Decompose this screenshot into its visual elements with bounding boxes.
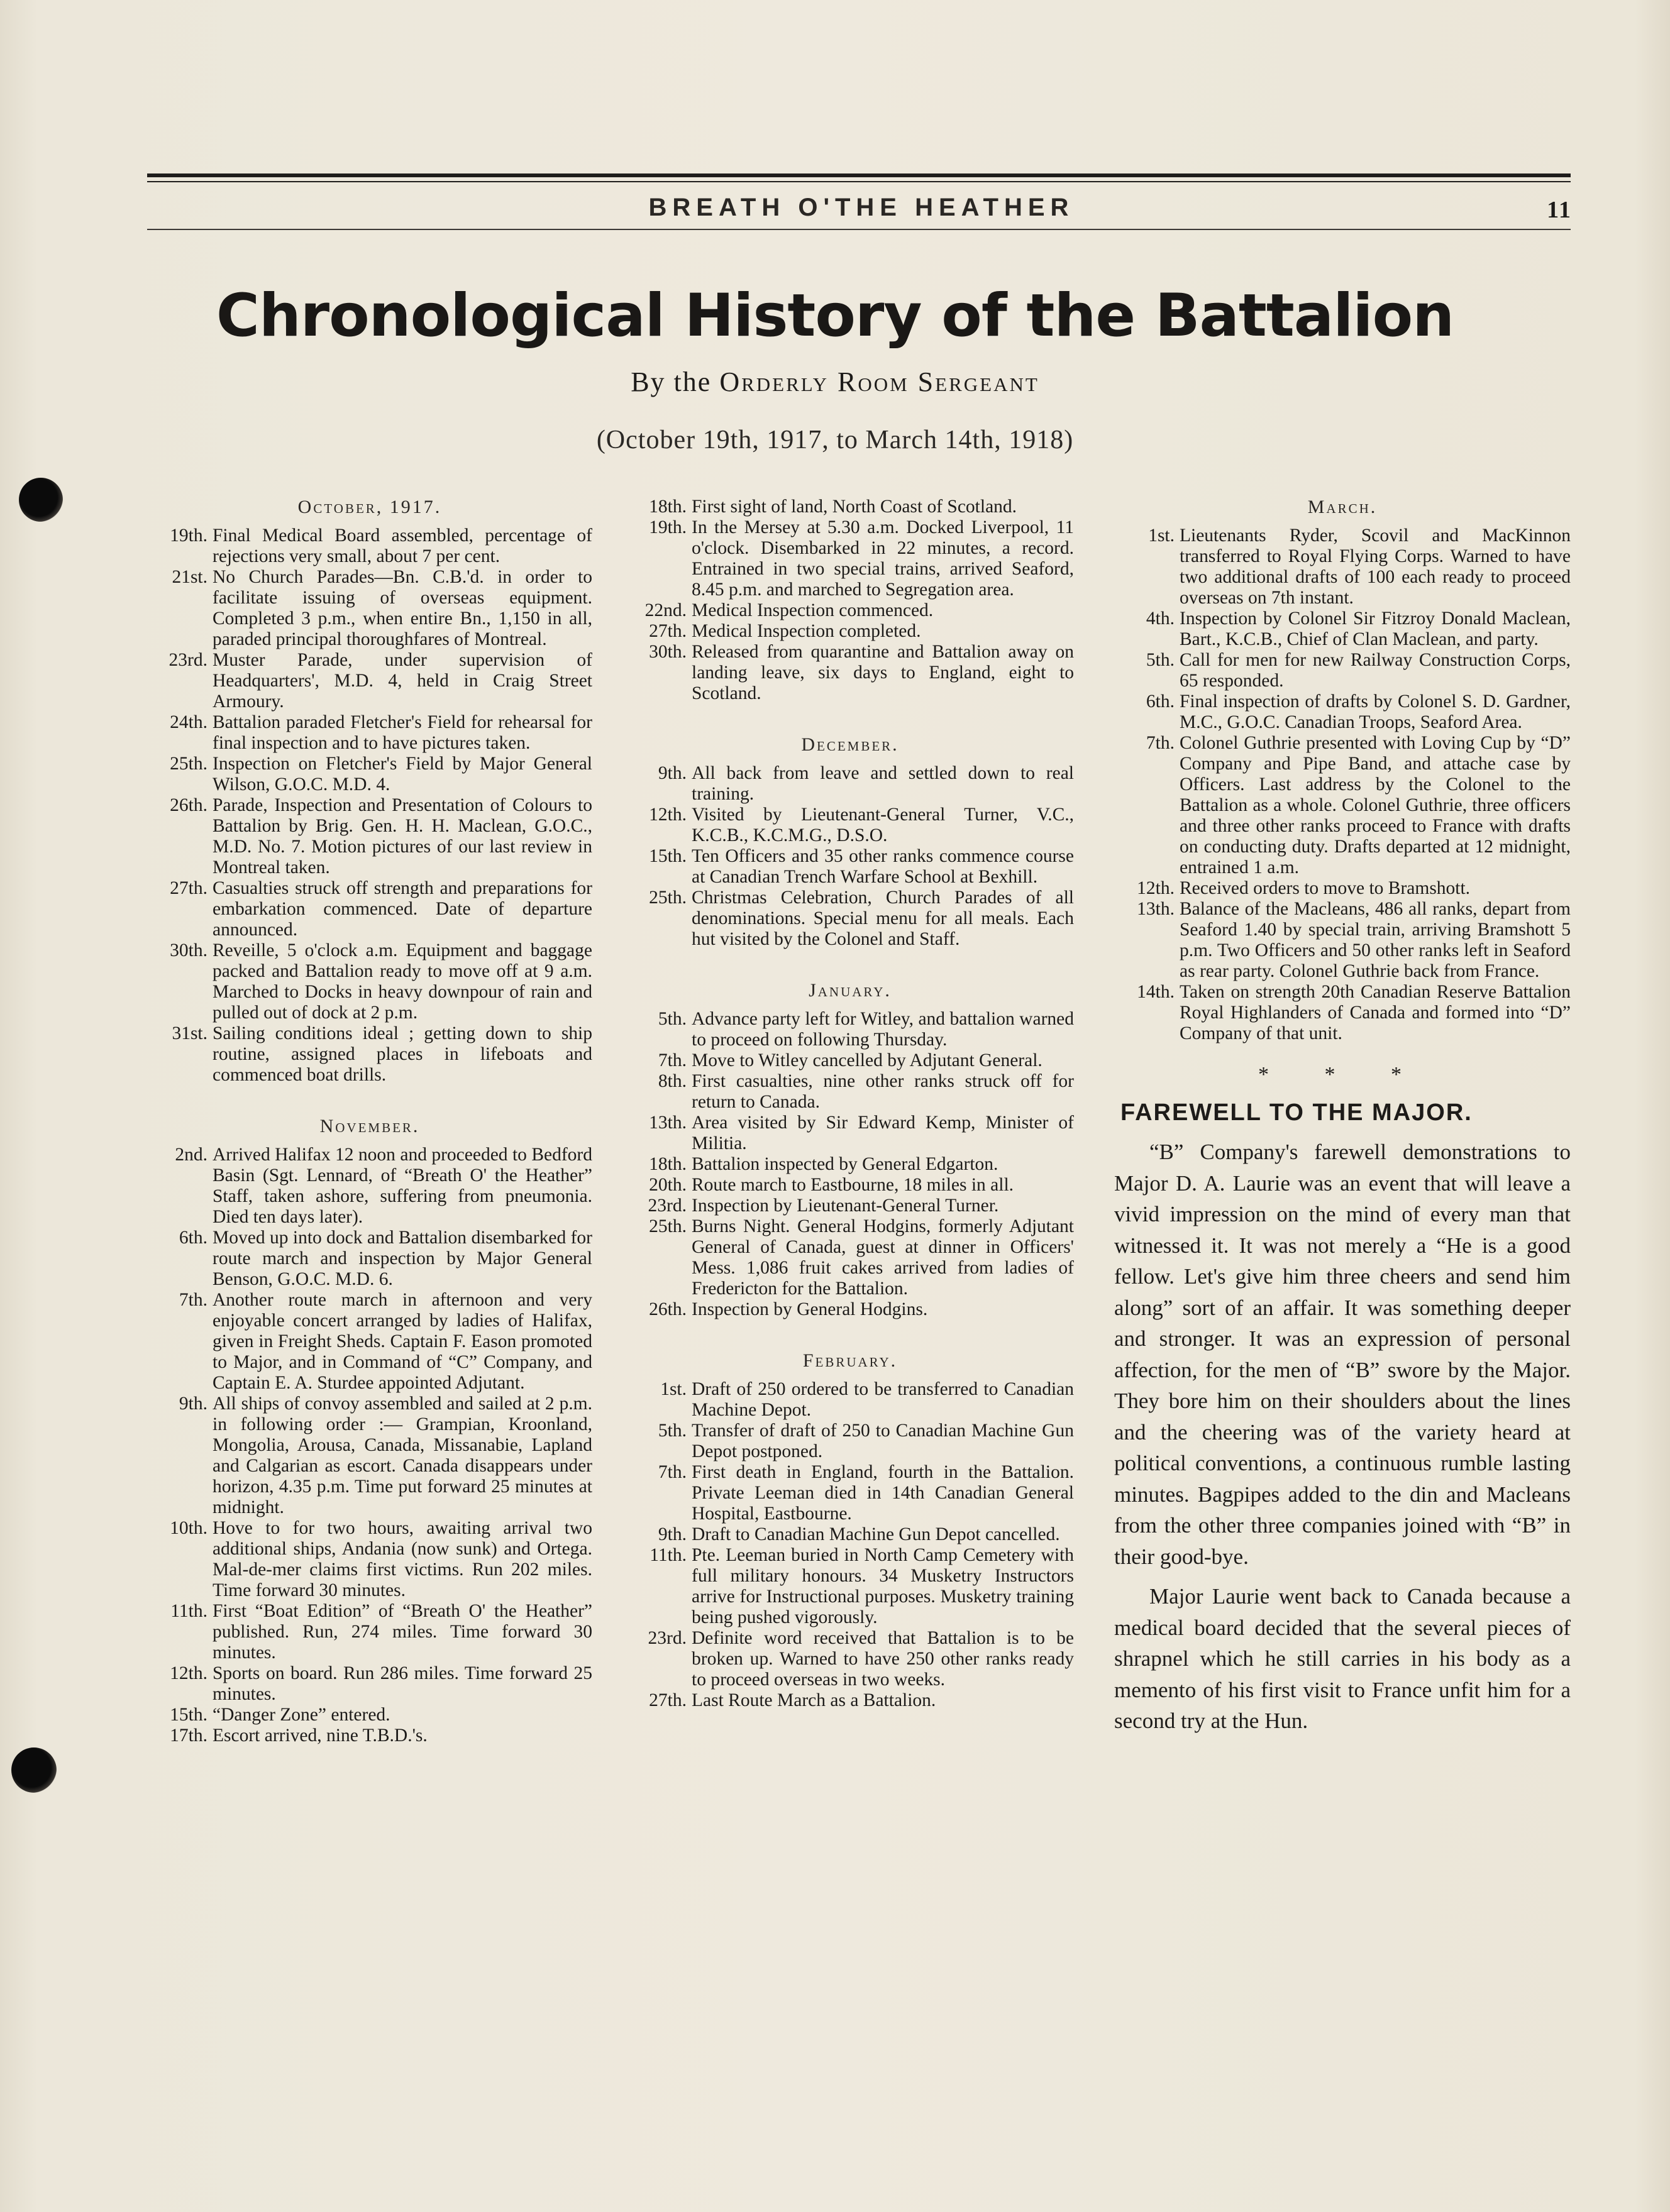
- header-rule: [147, 229, 1571, 230]
- list-item: [626, 888, 1074, 950]
- entry-text: First death in England, fourth in the Battalion. Private Leeman died in 14th Canadian General Hospital, Eastbourne.: [692, 1462, 1074, 1524]
- entry-text: Final Medical Board assembled, percentage of rejections very small, about 7 per cent.: [213, 525, 592, 566]
- entry-text: Christmas Celebration, Church Parades of all denominations. Special menu for all meals. Each hut visited by the Colonel and Staff.: [692, 888, 1074, 949]
- list-item: [147, 712, 592, 754]
- article-title: Chronological History of the Battalion: [216, 282, 1454, 350]
- list-item: [626, 1690, 1074, 1711]
- list-item: [626, 1524, 1074, 1545]
- entry-text: First sight of land, North Coast of Scotland.: [692, 497, 1017, 517]
- list-item: [147, 650, 592, 712]
- entry-day: 23rd.: [169, 650, 207, 670]
- entry-text: Draft of 250 ordered to be transferred to Canadian Machine Depot.: [692, 1379, 1074, 1420]
- entry-day: 27th.: [170, 878, 207, 898]
- list-item: [147, 878, 592, 940]
- list-item: [1114, 982, 1571, 1044]
- entry-day: 23rd.: [648, 1196, 687, 1216]
- header-rule: [147, 181, 1571, 182]
- entry-day: 26th.: [170, 795, 207, 815]
- list-item: [626, 600, 1074, 621]
- entry-text: Inspection by Colonel Sir Fitzroy Donald Maclean, Bart., K.C.B., Chief of Clan Maclean, and party.: [1180, 608, 1571, 649]
- byline: [0, 366, 1670, 398]
- list-item: [147, 567, 592, 650]
- section-separator: * * *: [1258, 1063, 1427, 1086]
- entry-day: 31st.: [172, 1023, 207, 1043]
- entry-day: 30th.: [649, 642, 687, 662]
- list-item: [626, 517, 1074, 600]
- list-item: [626, 1196, 1074, 1216]
- list-item: [147, 754, 592, 795]
- byline-prefix: By the: [631, 366, 712, 397]
- entry-text: Colonel Guthrie presented with Loving Cup by “D” Company and Pipe Band, and attache case by Officers. Last address by the Colonel to the Battalion as a whole. Colonel Guthrie, three officers and three other ranks proceed to France with drafts on conducting duty. Drafts departed at 12 midnight, entrained 1 a.m.: [1180, 733, 1571, 878]
- byline-author: Orderly Room Sergeant: [719, 366, 1039, 397]
- binding-hole: [19, 478, 63, 522]
- entry-text: Draft to Canadian Machine Gun Depot cancelled.: [692, 1524, 1060, 1544]
- entry-text: All back from leave and settled down to real training.: [692, 763, 1074, 804]
- list-item: [1114, 525, 1571, 608]
- list-item: [147, 1601, 592, 1663]
- list-item: [626, 1175, 1074, 1196]
- entry-text: In the Mersey at 5.30 a.m. Docked Liverpool, 11 o'clock. Disembarked in 22 minutes, a record. Entrained in two special trains, arrived Seaford, 8.45 p.m. and marched to Segregation area.: [692, 517, 1074, 600]
- entry-text: Battalion inspected by General Edgarton.: [692, 1154, 998, 1174]
- entry-day: 17th.: [170, 1725, 207, 1746]
- entry-day: 27th.: [649, 621, 687, 641]
- list-item: [626, 497, 1074, 517]
- entry-day: 27th.: [649, 1690, 687, 1710]
- entry-text: Arrived Halifax 12 noon and proceeded to Bedford Basin (Sgt. Lennard, of “Breath O' the Heather” Staff, taken ashore, suffering from pneumonia. Died ten days later).: [213, 1145, 592, 1227]
- list-item: [626, 621, 1074, 642]
- entry-day: 11th.: [170, 1601, 207, 1621]
- list-item: [626, 805, 1074, 846]
- list-item: [1114, 878, 1571, 899]
- entry-day: 9th.: [658, 1524, 687, 1544]
- entry-text: First casualties, nine other ranks struck off for return to Canada.: [692, 1071, 1074, 1112]
- month-heading: February.: [802, 1350, 898, 1371]
- list-item: [147, 1023, 592, 1086]
- entry-text: Taken on strength 20th Canadian Reserve Battalion Royal Highlanders of Canada and formed into “D” Company of that unit.: [1180, 982, 1571, 1043]
- entry-text: Another route march in afternoon and very enjoyable concert arranged by ladies of Halifax, given in Freight Sheds. Captain F. Eason promoted to Major, and in Command of “C” Company, and Captain E. A. Sturdee appointed Adjutant.: [213, 1290, 592, 1393]
- list-item: [626, 1154, 1074, 1175]
- entry-text: Inspection by General Hodgins.: [692, 1299, 928, 1319]
- entry-text: Parade, Inspection and Presentation of Colours to Battalion by Brig. Gen. H. H. Maclean, G.O.C., M.D. No. 7. Motion pictures of our last review in Montreal taken.: [213, 795, 592, 878]
- entry-day: 9th.: [658, 763, 687, 783]
- entry-day: 19th.: [170, 525, 207, 546]
- column-3: [1114, 497, 1571, 1746]
- list-item: [626, 1009, 1074, 1050]
- farewell-paragraph: Major Laurie went back to Canada because a medical board decided that the several pieces of shrapnel which he still carries in his body as a memento of his first visit to France unfit him for a second try at the Hun.: [1114, 1584, 1571, 1733]
- entry-day: 21st.: [172, 567, 207, 587]
- entry-day: 8th.: [658, 1071, 687, 1091]
- entry-text: Move to Witley cancelled by Adjutant General.: [692, 1050, 1042, 1070]
- month-heading: January.: [809, 980, 892, 1001]
- entry-text: Moved up into dock and Battalion disembarked for route march and inspection by Major General Benson, G.O.C. M.D. 6.: [213, 1228, 592, 1289]
- entry-day: 12th.: [170, 1663, 207, 1683]
- list-item: [147, 795, 592, 878]
- entry-day: 14th.: [1137, 982, 1175, 1002]
- entry-text: All ships of convoy assembled and sailed at 2 p.m. in following order :— Grampian, Kroonland, Mongolia, Arousa, Canada, Missanabie, Lapland and Calgarian as escort. Canada disappears under horizon, 4.35 p.m. Time put forward 25 minutes at midnight.: [213, 1394, 592, 1517]
- entry-text: Inspection by Lieutenant-General Turner.: [692, 1196, 999, 1216]
- entry-text: “Danger Zone” entered.: [213, 1705, 390, 1725]
- entry-day: 13th.: [1137, 899, 1175, 919]
- entry-text: Escort arrived, nine T.B.D.'s.: [213, 1725, 428, 1746]
- list-item: [626, 1379, 1074, 1421]
- entry-text: Area visited by Sir Edward Kemp, Minister of Militia.: [692, 1113, 1074, 1153]
- entry-day: 11th.: [650, 1545, 687, 1565]
- list-item: [626, 1050, 1074, 1071]
- entry-day: 10th.: [170, 1518, 207, 1538]
- entry-text: Pte. Leeman buried in North Camp Cemetery with full military honours. 34 Musketry Instructors arrive for Instructional purposes. Musketry training being pushed vigorously.: [692, 1545, 1074, 1627]
- entry-day: 18th.: [649, 1154, 687, 1174]
- list-item: [626, 642, 1074, 704]
- entry-day: 13th.: [649, 1113, 687, 1133]
- entry-day: 18th.: [649, 497, 687, 517]
- entry-day: 4th.: [1146, 608, 1175, 629]
- list-item: [626, 1628, 1074, 1690]
- list-item: [626, 1071, 1074, 1113]
- month-heading: November.: [319, 1116, 420, 1136]
- list-item: [626, 763, 1074, 805]
- entry-text: Lieutenants Ryder, Scovil and MacKinnon transferred to Royal Flying Corps. Warned to have two additional drafts of 100 each ready to proceed overseas on 7th instant.: [1180, 525, 1571, 608]
- entry-day: 1st.: [1148, 525, 1175, 546]
- entry-text: Received orders to move to Bramshott.: [1180, 878, 1471, 898]
- entry-day: 7th.: [658, 1462, 687, 1482]
- list-item: [626, 846, 1074, 888]
- entry-day: 7th.: [179, 1290, 207, 1310]
- entry-text: Medical Inspection completed.: [692, 621, 921, 641]
- list-item: [147, 1290, 592, 1394]
- entry-text: Sports on board. Run 286 miles. Time forward 25 minutes.: [213, 1663, 592, 1704]
- list-item: [1114, 733, 1571, 878]
- entry-text: Transfer of draft of 250 to Canadian Machine Gun Depot postponed.: [692, 1421, 1074, 1461]
- entry-text: Last Route March as a Battalion.: [692, 1690, 936, 1710]
- entry-text: Medical Inspection commenced.: [692, 600, 934, 620]
- entry-day: 15th.: [649, 846, 687, 866]
- farewell-paragraph: “B” Company's farewell demonstrations to Major D. A. Laurie was an event that will leave a vivid impression on the mind of every man that witnessed it. It was not merely a “He is a good fellow. Let's give him three cheers and send him along” sort of an affair. It was something deeper and stronger. It was an expression of personal affection, for the men of “B” swore by the Major. They bore him on their shoulders about the lines and the cheering was of the variety heard at political conventions, a continuous rumble lasting minutes. Bagpipes added to the din and Macleans from the other three companies joined with “B” in their good-bye.: [1114, 1140, 1571, 1569]
- entry-text: Burns Night. General Hodgins, formerly Adjutant General of Canada, guest at dinner in Officers' Mess. 1,086 fruit cakes arrived from ladies of Fredericton for the Battalion.: [692, 1216, 1074, 1299]
- page-number: 11: [1547, 197, 1572, 223]
- entry-day: 19th.: [649, 517, 687, 537]
- entry-day: 25th.: [170, 754, 207, 774]
- list-item: [626, 1421, 1074, 1462]
- entry-day: 2nd.: [175, 1145, 207, 1165]
- entry-day: 5th.: [1146, 650, 1175, 670]
- list-item: [626, 1299, 1074, 1320]
- entry-text: Visited by Lieutenant-General Turner, V.C., K.C.B., K.C.M.G., D.S.O.: [692, 805, 1074, 845]
- list-item: [1114, 650, 1571, 691]
- entry-day: 22nd.: [644, 600, 687, 620]
- entry-day: 9th.: [179, 1394, 207, 1414]
- column-1: [147, 497, 592, 1746]
- entry-text: Ten Officers and 35 other ranks commence course at Canadian Trench Warfare School at Bexhill.: [692, 846, 1074, 887]
- entry-day: 1st.: [660, 1379, 687, 1399]
- entry-text: Call for men for new Railway Construction Corps, 65 responded.: [1180, 650, 1571, 691]
- list-item: [147, 1394, 592, 1518]
- entry-day: 24th.: [170, 712, 207, 732]
- entry-text: No Church Parades—Bn. C.B.'d. in order to facilitate issuing of overseas equipment. Completed 3 p.m., when entire Bn., 1,150 in all, paraded principal thoroughfares of Montreal.: [213, 567, 592, 649]
- entry-day: 20th.: [649, 1175, 687, 1195]
- list-item: [1114, 899, 1571, 982]
- list-item: [147, 1518, 592, 1601]
- month-heading: March.: [1307, 497, 1378, 517]
- header-rule: [147, 173, 1571, 177]
- month-heading: December.: [801, 734, 899, 755]
- entry-text: Route march to Eastbourne, 18 miles in all.: [692, 1175, 1014, 1195]
- entry-day: 12th.: [649, 805, 687, 825]
- entry-text: Casualties struck off strength and preparations for embarkation commenced. Date of departure announced.: [213, 878, 592, 940]
- entry-day: 7th.: [1146, 733, 1175, 753]
- entry-day: 25th.: [649, 1216, 687, 1236]
- list-item: [147, 525, 592, 567]
- list-item: [1114, 608, 1571, 650]
- entry-text: Balance of the Macleans, 486 all ranks, depart from Seaford 1.40 by special train, arriving Bramshott 5 p.m. Two Officers and 50 other ranks left in Seaford as rear party. Colonel Guthrie back from France.: [1180, 899, 1571, 981]
- entry-day: 12th.: [1137, 878, 1175, 898]
- list-item: [147, 1145, 592, 1228]
- entry-text: Battalion paraded Fletcher's Field for rehearsal for final inspection and to have pictures taken.: [213, 712, 592, 753]
- entry-day: 5th.: [658, 1009, 687, 1029]
- entry-text: Advance party left for Witley, and battalion warned to proceed on following Thursday.: [692, 1009, 1074, 1050]
- list-item: [147, 1705, 592, 1725]
- entry-text: Released from quarantine and Battalion away on landing leave, six days to England, eight to Scotland.: [692, 642, 1074, 703]
- entry-day: 7th.: [658, 1050, 687, 1070]
- entry-text: Final inspection of drafts by Colonel S. D. Gardner, M.C., G.O.C. Canadian Troops, Seaford Area.: [1180, 691, 1571, 732]
- list-item: [626, 1216, 1074, 1299]
- entry-text: Muster Parade, under supervision of Headquarters', M.D. 4, held in Craig Street Armoury.: [213, 650, 592, 712]
- entry-text: Inspection on Fletcher's Field by Major General Wilson, G.O.C. M.D. 4.: [213, 754, 592, 795]
- entry-text: Sailing conditions ideal ; getting down to ship routine, assigned places in lifeboats and commenced boat drills.: [213, 1023, 592, 1085]
- column-2: [626, 497, 1074, 1711]
- entry-day: 5th.: [658, 1421, 687, 1441]
- entry-day: 30th.: [170, 940, 207, 960]
- entry-day: 15th.: [170, 1705, 207, 1725]
- entry-text: Definite word received that Battalion is to be broken up. Warned to have 250 other ranks ready to proceed overseas in two weeks.: [692, 1628, 1074, 1690]
- entry-text: Hove to for two hours, awaiting arrival two additional ships, Andania (now sunk) and Ortega. Mal-de-mer claims first victims. Run 202 miles. Time forward 30 minutes.: [213, 1518, 592, 1600]
- entry-text: First “Boat Edition” of “Breath O' the Heather” published. Run, 274 miles. Time forward 30 minutes.: [213, 1601, 592, 1663]
- list-item: [147, 1725, 592, 1746]
- list-item: [147, 1228, 592, 1290]
- farewell-heading: FAREWELL TO THE MAJOR.: [1120, 1099, 1473, 1126]
- month-heading: October, 1917.: [297, 497, 442, 517]
- list-item: [626, 1462, 1074, 1524]
- entry-day: 23rd.: [648, 1628, 687, 1648]
- binding-hole: [11, 1747, 57, 1793]
- list-item: [626, 1113, 1074, 1154]
- entry-day: 6th.: [1146, 691, 1175, 712]
- list-item: [147, 1663, 592, 1705]
- entry-day: 25th.: [649, 888, 687, 908]
- date-range: (October 19th, 1917, to March 14th, 1918): [596, 426, 1074, 454]
- list-item: [626, 1545, 1074, 1628]
- entry-day: 6th.: [179, 1228, 207, 1248]
- entry-day: 26th.: [649, 1299, 687, 1319]
- list-item: [1114, 691, 1571, 733]
- running-header: BREATH O'THE HEATHER: [648, 194, 1075, 221]
- list-item: [147, 940, 592, 1023]
- entry-text: Reveille, 5 o'clock a.m. Equipment and baggage packed and Battalion ready to move off at 9 a.m. Marched to Docks in heavy downpour of rain and pulled out of dock at 2 p.m.: [213, 940, 592, 1023]
